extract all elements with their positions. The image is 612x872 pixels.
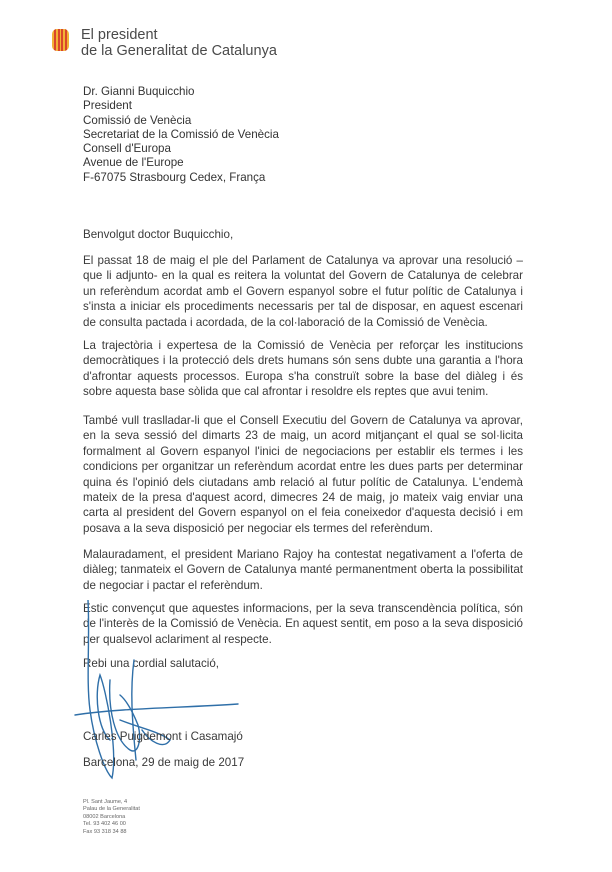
paragraph: El passat 18 de maig el ple del Parlament de Catalunya va aprovar una resolució –que li adjunto- en la qual es reitera la voluntat del Govern de Catalunya de celebrar un referèndum acordat amb el Govern espanyol sobre el futur polític de Catalunya i s'insta a iniciar els procediments necessaris per tal de disposar, en aquest escenari de consulta pactada i acordada, de la col·laboració de la Comissió de Venècia.: [83, 254, 523, 329]
footer-address: [83, 799, 140, 836]
recipient-line: F-67075 Strasbourg Cedex, França: [83, 170, 266, 184]
handwritten-signature-icon: [60, 600, 260, 780]
recipient-line: Secretariat de la Comissió de Venècia: [83, 127, 279, 141]
paragraph: Estic convençut que aquestes informacions, per la seva transcendència política, són de l'interès de la Comissió de Venècia. En aquest sentit, em poso a la seva disposició per qualsevol aclariment al respecte.: [83, 602, 523, 646]
catalan-flag-logo-icon: [52, 29, 69, 51]
paragraph: Malauradament, el president Mariano Rajoy ha contestat negativament a l'oferta de diàleg; tanmateix el Govern de Catalunya manté permanentment oberta la possibilitat de negociar i pactar el referèndum.: [83, 548, 523, 592]
recipient-line: Consell d'Europa: [83, 142, 171, 156]
recipient-line: President: [83, 99, 132, 113]
recipient-address: [83, 85, 279, 185]
paragraph: També vull traslladar-li que el Consell Executiu del Govern de Catalunya va aprovar, en la seva sessió del dimarts 23 de maig, un acord mitjançant el qual se sol·licita formalment al Govern espanyol l'inici de negociacions per establir els termes i les condicions per organitzar un referèndum acordat entre les dues parts per determinar quina és l'opinió dels ciutadans amb relació al futur polític de Catalunya. L'endemà mateix de la presa d'aquest acord, dimecres 24 de maig, jo mateix vaig enviar una carta al president del Govern espanyol on el feia coneixedor d'aquesta decisió i em posava a la seva disposició per negociar els termes del referèndum.: [83, 414, 523, 535]
paragraph: La trajectòria i expertesa de la Comissió de Venècia per reforçar les institucions democràtiques i la protecció dels drets humans són sens dubte una garantia a l'hora d'afrontar aquests processos. Europa s'ha construït sobre la base del diàleg i és sobre aquesta base sòlida que cal afrontar i resoldre els reptes que avui tenim.: [83, 339, 523, 399]
letterhead: [81, 27, 277, 59]
footer-line: Fax 93 318 34 88: [83, 828, 127, 835]
letterhead-title: El president: [81, 27, 158, 43]
signer-name: Carles Puigdemont i Casamajó: [83, 730, 243, 743]
recipient-line: Avenue de l'Europe: [83, 156, 184, 170]
footer-line: Palau de la Generalitat: [83, 806, 140, 813]
closing: Rebi una cordial salutació,: [83, 657, 219, 670]
recipient-line: Comissió de Venècia: [83, 113, 192, 127]
footer-line: Tel. 93 402 46 00: [83, 821, 126, 828]
letterhead-subtitle: de la Generalitat de Catalunya: [81, 43, 277, 59]
footer-line: 08002 Barcelona: [83, 813, 126, 820]
footer-line: Pl. Sant Jaume, 4: [83, 799, 128, 805]
recipient-line: Dr. Gianni Buquicchio: [83, 85, 195, 98]
place-and-date: Barcelona, 29 de maig de 2017: [83, 756, 245, 769]
greeting: Benvolgut doctor Buquicchio,: [83, 228, 234, 241]
